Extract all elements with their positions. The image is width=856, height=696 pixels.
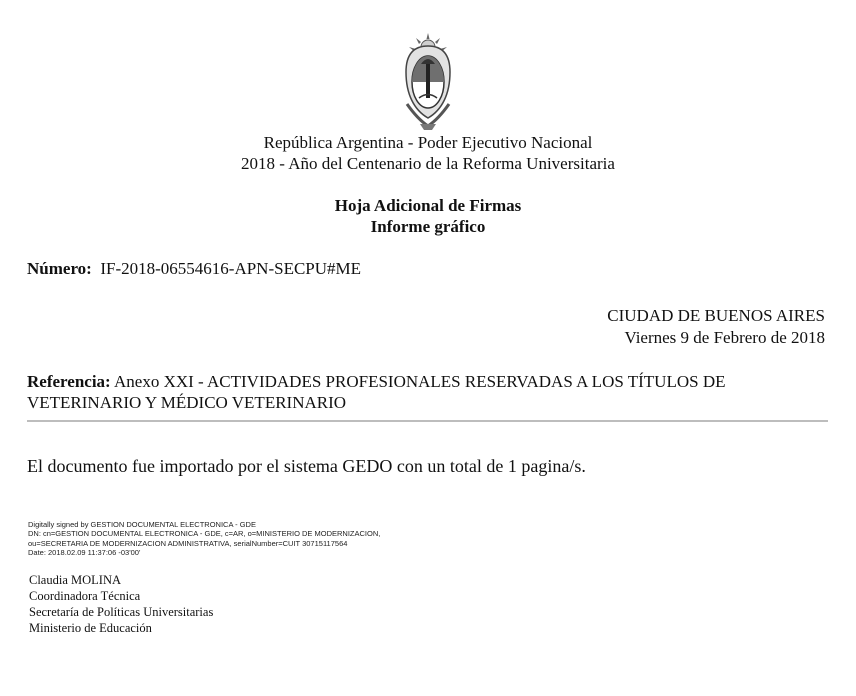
signature-line: Date: 2018.02.09 11:37:06 -03'00' (28, 548, 141, 558)
number-value: IF-2018-06554616-APN-SECPU#ME (100, 259, 362, 278)
reference-label: Referencia: (27, 372, 111, 391)
header-line-year: 2018 - Año del Centenario de la Reforma Universitaria (241, 154, 615, 173)
signer-name: Claudia MOLINA (29, 573, 121, 587)
signer-role: Coordinadora Técnica (29, 589, 141, 603)
number-label: Número: (27, 259, 92, 278)
reference-text-2: VETERINARIO Y MÉDICO VETERINARIO (27, 393, 347, 412)
signer-ministry: Ministerio de Educación (29, 621, 152, 635)
reference-line-1 (27, 371, 725, 392)
city: CIUDAD DE BUENOS AIRES (607, 306, 825, 325)
digital-signature-block (28, 520, 380, 558)
header-line-country: República Argentina - Poder Ejecutivo Nacional (263, 133, 593, 152)
signature-line: ou=SECRETARIA DE MODERNIZACION ADMINISTRATIVA, serialNumber=CUIT 30715117564 (28, 538, 348, 548)
reference-text-1: Anexo XXI - ACTIVIDADES PROFESIONALES RESERVADAS A LOS TÍTULOS DE (114, 372, 726, 391)
signature-line: Digitally signed by GESTION DOCUMENTAL ELECTRONICA - GDE (28, 520, 256, 529)
document-subtitle: Informe gráfico (370, 217, 486, 236)
coat-of-arms-icon (402, 30, 454, 132)
signer-block (29, 572, 213, 636)
body-text: El documento fue importado por el sistema GEDO con un total de 1 pagina/s. (27, 456, 586, 476)
divider (27, 420, 828, 422)
signature-line: DN: cn=GESTION DOCUMENTAL ELECTRONICA - GDE, c=AR, o=MINISTERIO DE MODERNIZACION, (28, 529, 381, 539)
date: Viernes 9 de Febrero de 2018 (624, 328, 825, 347)
signer-office: Secretaría de Políticas Universitarias (29, 605, 214, 619)
document-title: Hoja Adicional de Firmas (334, 196, 522, 215)
document-number (27, 258, 361, 279)
